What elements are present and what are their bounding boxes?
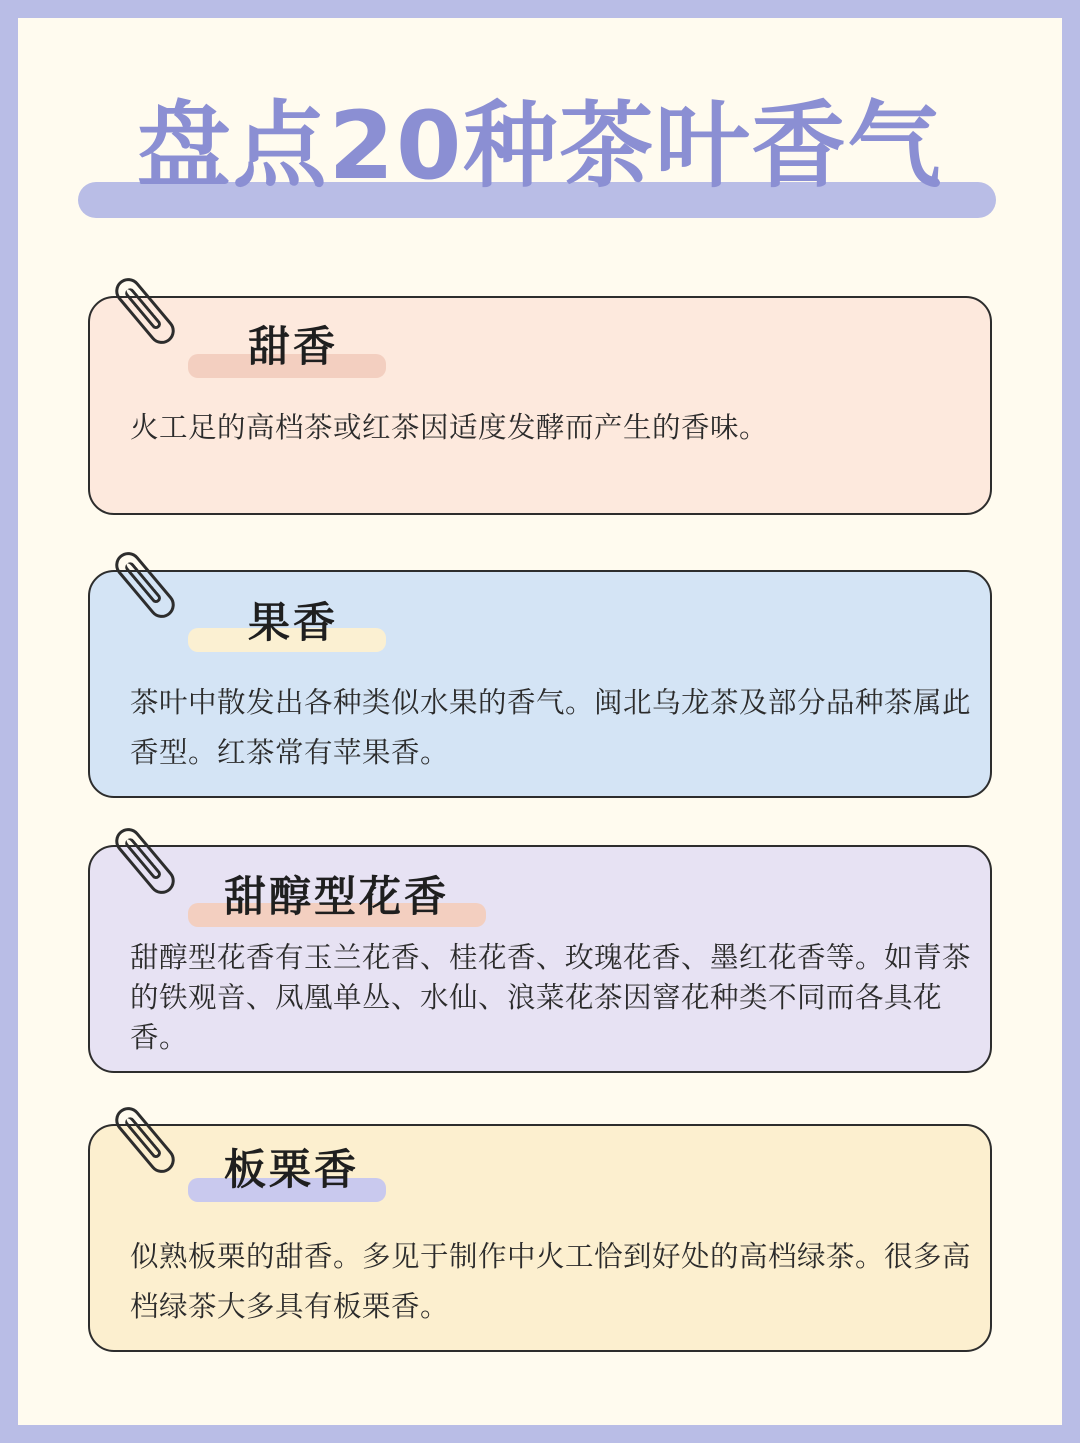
aroma-description: 似熟板栗的甜香。多见于制作中火工恰到好处的高档绿茶。很多高档绿茶大多具有板栗香。 [130,1240,972,1323]
aroma-heading: 果香 [248,598,339,647]
aroma-heading: 甜醇型花香 [224,872,450,921]
aroma-description: 甜醇型花香有玉兰花香、桂花香、玫瑰花香、墨红花香等。如青茶的铁观音、凤凰单丛、水仙、浪菜花茶因窨花种类不同而各具花香。 [130,941,972,1054]
aroma-description: 火工足的高档茶或红茶因适度发酵而产生的香味。 [130,411,769,444]
page-title: 盘点20种茶叶香气 [136,92,944,201]
aroma-heading: 甜香 [248,322,339,371]
aroma-description: 茶叶中散发出各种类似水果的香气。闽北乌龙茶及部分品种茶属此香型。红茶常有苹果香。 [130,686,972,769]
aroma-heading: 板栗香 [224,1145,360,1194]
